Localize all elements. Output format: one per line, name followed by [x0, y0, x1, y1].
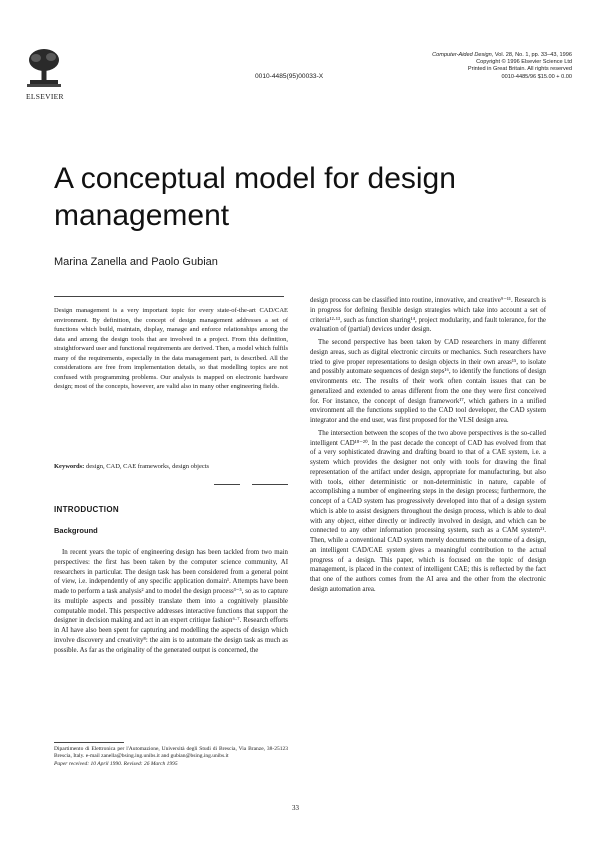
journal-info: [332, 52, 572, 81]
abstract: Design management is a very important topic for every state-of-the-art CAD/CAE environment. By definition, the concept of design management addresses a set of functions which build, maintain, display, manage and enforce relationships among the data and among the design tools that are involved in a project. From this definition, straightforward user and functional requirements are derived. Then, a model which fulfils many of the requirements, especially in the data management part, is described. All the considerations are free from implementation details, so that modelling topics are not confused with programming problems. Our analysis is mapped on electronic hardware design; most of the concepts, however, are valid also in many other engineering fields.: [54, 307, 288, 390]
footnote: [54, 746, 288, 768]
publisher-name: ELSEVIER: [26, 92, 64, 101]
keywords-list: design, CAD, CAE frameworks, design objects: [85, 463, 210, 470]
page-number: 33: [292, 804, 299, 812]
footnote-rule: [54, 742, 124, 743]
keywords: [54, 463, 288, 470]
section-heading-introduction: INTRODUCTION: [54, 505, 119, 514]
body-text-left-column: In recent years the topic of engineering design has been tackled from two main perspectives: the first has been taken by the computer science community, AI researchers in particular. The design task has been considered from a general point of view, i.e. independently of any specific application domain¹. Attempts have been made to perform a task analysis² and to model the design process³⁻⁵, so as to capture its multiple aspects and possibly translate them into a cognitively plausible computable model. This perspective addresses interactive functions that support the designer in decision making and act in an expert critique fashion⁶·⁷. Research efforts in AI have also been spent for capturing and modelling the aspects of design which involve discovery and creativity⁸: the aim is to automate the design task as much as possible. As far as the originality of the generated output is concerned, the: [54, 549, 288, 654]
body-paragraph: The second perspective has been taken by CAD researchers in many different design areas, such as digital electronic circuits or mechanics. Such researchers have tried to give proper representations to design objects in their own areas¹⁵, to isolate and possibly automate sequences of design steps¹⁶, to identify the functions of design environments etc. The results of their work often contain issues that can be generalized and extended to areas different from the one they were first conceived for. For instance, the concept of design framework¹⁷, which gathers in a unified environment all the functions supplied to the CAD tool developer, the CAD system integrator and the end user, was first proposed for the VLSI design area.: [310, 339, 546, 424]
footnote-affiliation: Dipartimento di Elettronica per l'Automazione, Università degli Studi di Brescia, Via Branze, 38-25123 Brescia, Italy. e-mail zanella@bsing.ing.unibs.it and gubian@bsing.ing.unibs.it: [54, 746, 288, 760]
body-paragraph: The intersection between the scopes of the two above perspectives is the so-called intelligent CAD¹⁸⁻²⁰. In the past decade the concept of CAD has evolved from that of a very sophisticated drawing and drafting board to that of a CAE system, i.e. a system which provides the designer not only with tools for drawing the final representation of the artifact under design, appropriate for manufacturing, but also with tools, either deterministic or non-deterministic in nature, capable of accomplishing a number of engineering steps in the design process; furthermore, the concept of a CAD system has progressively developed into that of a design system which is able to assist designers throughout the design process, which is able to deal with any object, either directly or indirectly involved in design, and which can be connected to any other information processing system, such as a CAM system²¹. Then, while a conventional CAD system merely documents the outcome of a design, an intelligent CAD/CAE system gives a meaningful contribution to the actual progress of a design. This paper, which is focused on the topic of design management, is placed in the context of intelligent CAE; this is reflected by the fact that one of the authors comes from the AI area and the other from the electronic design automation area.: [310, 429, 546, 593]
article-authors: Marina Zanella and Paolo Gubian: [54, 256, 218, 268]
journal-volume: Vol. 28, No. 1, pp. 33–43, 1996: [494, 52, 572, 58]
journal-name: Computer-Aided Design,: [432, 52, 494, 58]
subsection-heading-background: Background: [54, 526, 98, 535]
abstract-end-rule: [214, 484, 240, 485]
doi-code: 0010-4485(95)00033-X: [255, 73, 324, 80]
abstract-top-rule: [54, 296, 284, 297]
journal-printed: Printed in Great Britain. All rights reserved: [467, 66, 572, 73]
body-right-column: [310, 296, 546, 595]
abstract-end-rule: [252, 484, 288, 485]
keywords-label: Keywords:: [54, 463, 85, 470]
body-paragraph: design process can be classified into routine, innovative, and creative⁹⁻¹¹. Research is in progress for defining flexible design strategies which take into account a set of criteria¹²·¹³, such as function sharing¹⁴, project modularity, and fault tolerance, for the evaluation of (partial) devices under design.: [310, 297, 546, 334]
elsevier-tree-icon: [26, 46, 62, 88]
journal-issn: 0010-4485/96 $15.00 + 0.00: [501, 73, 572, 80]
article-title: A conceptual model for design management: [54, 162, 456, 232]
publisher-logo: [26, 46, 66, 101]
journal-copyright: Copyright © 1996 Elsevier Science Ltd: [476, 59, 572, 66]
footnote-dates: Paper received: 10 April 1990. Revised: 26 March 1995: [54, 760, 178, 767]
